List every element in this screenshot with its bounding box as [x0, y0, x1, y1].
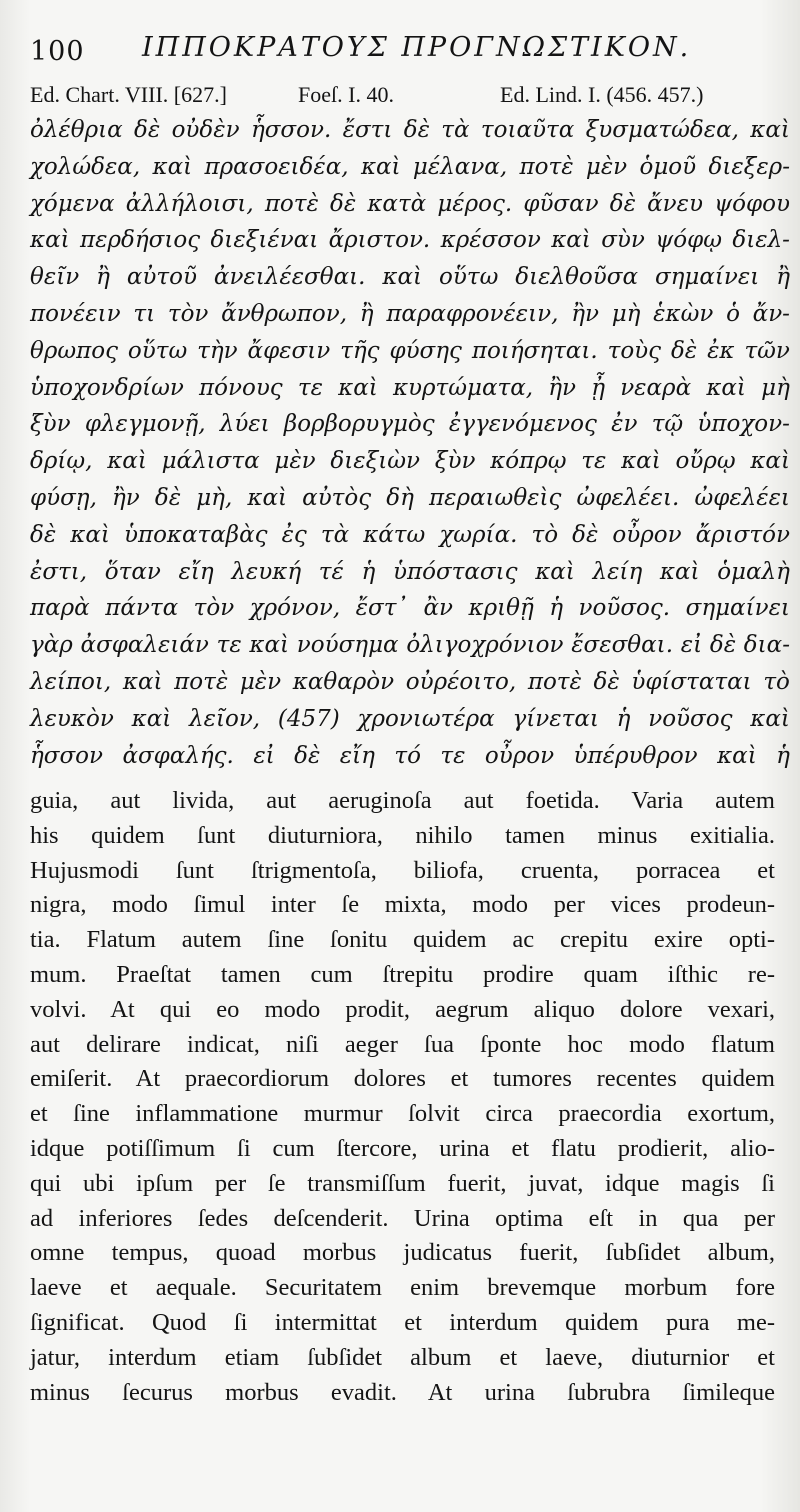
greek-word: τὴν: [197, 337, 238, 364]
greek-word: ποιήσηται.: [471, 337, 598, 364]
greek-word: σημαίνει: [654, 264, 760, 291]
greek-text-line: [30, 738, 790, 775]
latin-text-line: aut delirare indicat, niſi aeger ſua ſponte hoc modo flatum: [30, 1030, 775, 1058]
greek-word: δια-: [743, 632, 790, 659]
greek-word: λύει: [219, 411, 270, 438]
greek-text: [30, 112, 790, 774]
greek-word: ἡ: [549, 595, 564, 622]
greek-word: τῷ: [651, 411, 684, 438]
greek-word: ὅταν: [104, 558, 161, 585]
greek-word: δὲ: [403, 117, 430, 143]
greek-text-line: [30, 370, 790, 407]
greek-word: χόμενα: [30, 190, 115, 217]
greek-word: τε: [216, 632, 242, 659]
greek-text-line: [30, 259, 790, 296]
greek-text-line: [30, 554, 790, 591]
greek-word: ἧσσον: [30, 742, 104, 769]
greek-word: ὁ: [726, 300, 740, 327]
greek-word: οὐρέοιτο,: [405, 668, 517, 695]
greek-word: ξὺν: [434, 448, 476, 475]
latin-translation: [30, 784, 775, 1410]
greek-word: μὴ: [761, 374, 790, 401]
greek-word: ἀσφαλής.: [122, 742, 234, 769]
greek-word: θεῖν: [30, 264, 80, 291]
greek-word: τὰ: [441, 117, 470, 143]
greek-text-line: [30, 186, 790, 223]
greek-word: καὶ: [360, 153, 401, 180]
greek-word: αὐτὸς: [302, 484, 372, 511]
greek-word: καὶ: [70, 521, 110, 548]
greek-word: ἔσεσθαι.: [571, 632, 674, 659]
greek-word: ὑποχονδρίων: [30, 374, 184, 401]
greek-word: μὴ,: [196, 484, 233, 511]
greek-word: ἢν: [571, 300, 599, 327]
greek-word: μάλιστα: [161, 448, 260, 475]
latin-text-line: emiſerit. At praecordiorum dolores et tumores recentes quidem: [30, 1065, 775, 1093]
greek-word: καὶ: [659, 558, 700, 585]
latin-text-line: jatur, interdum etiam ſubſidet album et laeve, diuturnior et: [30, 1343, 775, 1371]
greek-word: οὖρον: [612, 521, 682, 548]
greek-text-line: [30, 333, 790, 370]
greek-word: οὖρον: [484, 742, 555, 769]
greek-word: διεξερ-: [708, 153, 790, 180]
greek-word: καὶ: [152, 153, 193, 180]
chartier-edition-ref: Ed. Chart. VIII. [627.]: [30, 82, 227, 107]
greek-word: δὲ: [30, 521, 57, 548]
latin-text-line: laeve et aequale. Securitatem enim brevemque morbum fore: [30, 1274, 775, 1302]
latin-text-line: guia, aut livida, aut aeruginoſa aut foetida. Varia autem: [30, 787, 775, 814]
greek-word: ψόφου: [714, 190, 790, 217]
latin-text-line: volvi. At qui eo modo prodit, aegrum aliquo dolore vexari,: [30, 995, 775, 1023]
latin-text-line: minus ſecurus morbus evadit. At urina ſubrubra ſimileque: [30, 1378, 775, 1406]
greek-word: νεαρὰ: [620, 374, 692, 401]
edition-references: [30, 82, 790, 112]
greek-word: καὶ: [107, 448, 147, 475]
greek-word: καὶ: [706, 374, 746, 401]
greek-text-line: [30, 149, 790, 186]
greek-word: ἢν: [112, 484, 140, 511]
greek-word: πόνους: [199, 374, 283, 401]
greek-word: καὶ: [551, 227, 591, 254]
greek-word: φλεγμονῇ,: [84, 411, 206, 438]
greek-word: θρωπος: [30, 337, 118, 364]
greek-word: κριθῇ: [468, 595, 534, 622]
greek-word: δὲ: [294, 742, 321, 769]
greek-word: δὲ: [609, 190, 636, 217]
greek-word: καὶ: [717, 742, 757, 769]
greek-word: ποτὲ: [519, 153, 574, 180]
greek-word: καὶ: [30, 227, 70, 254]
greek-word: διεξιέναι: [210, 227, 319, 254]
greek-word: τῶν: [744, 337, 790, 364]
latin-text-line: et ſine inflammatione murmur ſolvit circa praecordia exortum,: [30, 1100, 775, 1128]
greek-word: τοὺς: [607, 337, 662, 364]
greek-word: ἢ: [96, 264, 110, 291]
greek-word: δὲ: [154, 484, 182, 511]
greek-word: ἐς: [281, 521, 307, 548]
greek-word: καὶ: [249, 632, 290, 659]
latin-text-line: nigra, modo ſimul inter ſe mixta, modo per vices prodeun-: [30, 891, 775, 919]
greek-word: (457): [277, 705, 340, 732]
greek-word: χρονιωτέρα: [357, 705, 495, 732]
greek-word: ἐκ: [707, 337, 735, 364]
greek-word: ἔστι: [342, 117, 393, 143]
greek-word: δὲ: [709, 632, 737, 659]
greek-word: δὲ: [670, 337, 698, 364]
greek-word: σημαίνει: [685, 595, 790, 622]
greek-word: μὴ: [611, 300, 641, 327]
greek-word: ὑποκαταβὰς: [123, 521, 268, 548]
greek-word: ἄνευ: [647, 190, 703, 217]
greek-word: λείποι,: [30, 668, 112, 695]
greek-word: ὀλέθρια: [30, 117, 123, 143]
greek-word: καὶ: [750, 705, 790, 732]
greek-word: ἄριστόν: [695, 521, 790, 548]
greek-word: περδήσιος: [80, 227, 201, 254]
greek-word: ἐν: [611, 411, 638, 438]
greek-word: ἧσσον.: [250, 117, 332, 143]
running-head: [30, 32, 770, 72]
greek-word: τε: [297, 374, 323, 401]
greek-word: νοῦσος.: [578, 595, 671, 622]
greek-text-line: [30, 517, 790, 554]
greek-word: ἀνειλέεσθαι.: [213, 264, 366, 291]
greek-word: λεῖον,: [189, 705, 261, 732]
greek-word: περαιωθεὶς: [429, 484, 562, 511]
greek-word: ἢ: [776, 264, 790, 291]
greek-word: πονέειν: [30, 300, 121, 327]
greek-text-line: [30, 406, 790, 443]
latin-text-line: idque potiſſimum ſi cum ſtercore, urina et flatu prodierit, alio-: [30, 1134, 775, 1162]
greek-text-line: [30, 664, 790, 701]
greek-word: φύσῃ,: [30, 484, 97, 511]
greek-word: χρόνον,: [249, 595, 341, 622]
greek-word: τὸν: [193, 595, 235, 622]
greek-word: αὐτοῦ: [126, 264, 197, 291]
greek-word: οὐδὲν: [171, 117, 240, 143]
greek-word: ἄνθρωπον,: [221, 300, 348, 327]
greek-word: ὑφίσταται: [631, 668, 752, 695]
greek-word: ἑκὼν: [653, 300, 714, 327]
greek-word: ἂν: [423, 595, 453, 622]
greek-word: πάντα: [105, 595, 179, 622]
greek-word: ὁμοῦ: [639, 153, 697, 180]
greek-word: λευκή: [231, 558, 302, 585]
greek-word: μὲν: [239, 668, 282, 695]
greek-word: καὶ: [382, 264, 423, 291]
greek-word: ἄν-: [752, 300, 790, 327]
greek-word: διεξιὼν: [330, 448, 421, 475]
greek-word: κρέσσον: [440, 227, 541, 254]
foesius-edition-ref: Foeſ. I. 40.: [298, 82, 394, 107]
greek-word: ξυσματώδεα,: [585, 117, 739, 143]
greek-word: ὀλιγοχρόνιον: [406, 632, 564, 659]
greek-word: λευκὸν: [30, 705, 114, 732]
greek-word: ἄριστον.: [328, 227, 431, 254]
greek-word: ψόφῳ: [655, 227, 722, 254]
greek-word: καὶ: [247, 484, 288, 511]
greek-word: δὲ: [572, 521, 599, 548]
linden-edition-ref: Ed. Lind. I. (456. 457.): [500, 82, 704, 107]
greek-word: ὑπέρυθρον: [573, 742, 698, 769]
greek-word: διελθοῦσα: [515, 264, 638, 291]
greek-text-line: [30, 443, 790, 480]
greek-word: οὔρῳ: [675, 448, 736, 475]
greek-word: ᾖ: [591, 374, 606, 401]
greek-word: τὰ: [320, 521, 350, 548]
greek-word: εἰ: [680, 632, 703, 659]
greek-word: ἢ: [359, 300, 374, 327]
greek-word: ὠφελέει: [694, 484, 790, 511]
greek-word: καὶ: [750, 117, 790, 143]
greek-word: κατὰ: [367, 190, 427, 217]
greek-word: καὶ: [535, 558, 575, 585]
greek-word: ὑπόστασις: [393, 558, 518, 585]
greek-word: οὕτω: [439, 264, 499, 291]
greek-word: ἡ: [361, 558, 376, 585]
greek-word: τε: [440, 742, 466, 769]
latin-text-line: omne tempus, quoad morbus judicatus fuerit, ſubſidet album,: [30, 1239, 775, 1267]
greek-word: ὠφελέει.: [576, 484, 680, 511]
greek-word: δὲ: [593, 668, 620, 695]
greek-word: μὲν: [585, 153, 628, 180]
greek-word: ἀσφαλειάν: [80, 632, 209, 659]
greek-word: εἴη: [339, 742, 375, 769]
greek-word: ἢν: [548, 374, 577, 401]
greek-word: σὺν: [601, 227, 645, 254]
page-number: 100: [30, 36, 85, 67]
greek-word: κόπρῳ: [490, 448, 567, 475]
greek-word: χολώδεα,: [30, 153, 141, 180]
greek-word: δὴ: [386, 484, 414, 511]
greek-word: χωρία.: [439, 521, 518, 548]
greek-word: ἀλλήλοισι,: [125, 190, 254, 217]
greek-word: τε: [581, 448, 607, 475]
greek-word: παραφρονέειν,: [386, 300, 559, 327]
greek-word: καὶ: [122, 668, 163, 695]
greek-word: οὕτω: [127, 337, 188, 364]
greek-word: ὑποχον-: [697, 411, 790, 438]
greek-word: κάτω: [363, 521, 426, 548]
greek-word: διελ-: [732, 227, 790, 254]
greek-word: τὸ: [763, 668, 790, 695]
greek-word: φύσης: [389, 337, 462, 364]
greek-word: ἐγγενόμενος: [448, 411, 597, 438]
latin-text-line: tia. Flatum autem ſine ſonitu quidem ac crepitu exire opti-: [30, 926, 775, 954]
greek-text-line: [30, 296, 790, 333]
greek-word: τέ: [318, 558, 344, 585]
greek-text-line: [30, 222, 790, 259]
greek-word: δρίῳ,: [30, 448, 93, 475]
greek-word: ἄφεσιν: [247, 337, 331, 364]
greek-word: ξὺν: [30, 411, 71, 438]
latin-text-line: his quidem ſunt diuturniora, nihilo tamen minus exitialia.: [30, 821, 775, 849]
latin-text-line: ſignificat. Quod ſi intermittat et interdum quidem pura me-: [30, 1308, 775, 1336]
greek-word: τὸ: [531, 521, 559, 548]
greek-word: ἡ: [616, 705, 631, 732]
greek-word: τὸν: [167, 300, 209, 327]
greek-word: ἔστ᾿: [355, 595, 408, 622]
greek-word: καὶ: [338, 374, 378, 401]
greek-word: παρὰ: [30, 595, 90, 622]
greek-word: δὲ: [134, 117, 161, 143]
greek-text-line: [30, 112, 790, 149]
greek-word: βορβορυγμὸς: [283, 411, 435, 438]
greek-word: καὶ: [131, 705, 172, 732]
greek-word: νούσημα: [296, 632, 399, 659]
greek-text-line: [30, 701, 790, 738]
greek-word: γὰρ: [30, 632, 73, 659]
greek-word: καθαρὸν: [292, 668, 395, 695]
greek-word: μέλανα,: [412, 153, 508, 180]
greek-word: ἡ: [776, 742, 790, 769]
greek-word: ποτὲ: [174, 668, 229, 695]
greek-word: κυρτώματα,: [392, 374, 534, 401]
greek-word: εἰ: [253, 742, 275, 769]
greek-word: τῆς: [340, 337, 380, 364]
greek-word: ποτὲ: [264, 190, 319, 217]
greek-text-line: [30, 590, 790, 627]
greek-word: τι: [133, 300, 156, 327]
greek-word: καὶ: [750, 448, 790, 475]
greek-word: μέρος.: [437, 190, 513, 217]
greek-word: γίνεται: [512, 705, 599, 732]
latin-text-line: qui ubi ipſum per ſe transmiſſum fuerit, juvat, idque magis ſi: [30, 1169, 775, 1197]
latin-text-line: Hujusmodi ſunt ſtrigmentoſa, biliofa, cruenta, porracea et: [30, 856, 775, 884]
greek-word: νοῦσος: [648, 705, 733, 732]
greek-word: τοιαῦτα: [480, 117, 575, 143]
greek-word: ὁμαλὴ: [717, 558, 790, 585]
greek-word: μὲν: [274, 448, 316, 475]
greek-word: καὶ: [621, 448, 661, 475]
greek-word: φῦσαν: [523, 190, 599, 217]
greek-word: ποτὲ: [527, 668, 582, 695]
greek-word: λείη: [592, 558, 643, 585]
greek-text-line: [30, 627, 790, 664]
greek-word: τό: [394, 742, 421, 769]
greek-word: εἴη: [178, 558, 214, 585]
greek-word: δὲ: [329, 190, 357, 217]
greek-word: ἐστι,: [30, 558, 88, 585]
running-title: ΙΠΠΟΚΡΑΤΟΥΣ ΠΡΟΓΝΩΣΤΙΚΟΝ.: [142, 32, 692, 63]
greek-word: πρασοειδέα,: [204, 153, 349, 180]
latin-text-line: mum. Praeſtat tamen cum ſtrepitu prodire quam iſthic re-: [30, 960, 775, 988]
greek-text-line: [30, 480, 790, 517]
latin-text-line: ad inferiores ſedes deſcenderit. Urina optima eſt in qua per: [30, 1204, 775, 1232]
